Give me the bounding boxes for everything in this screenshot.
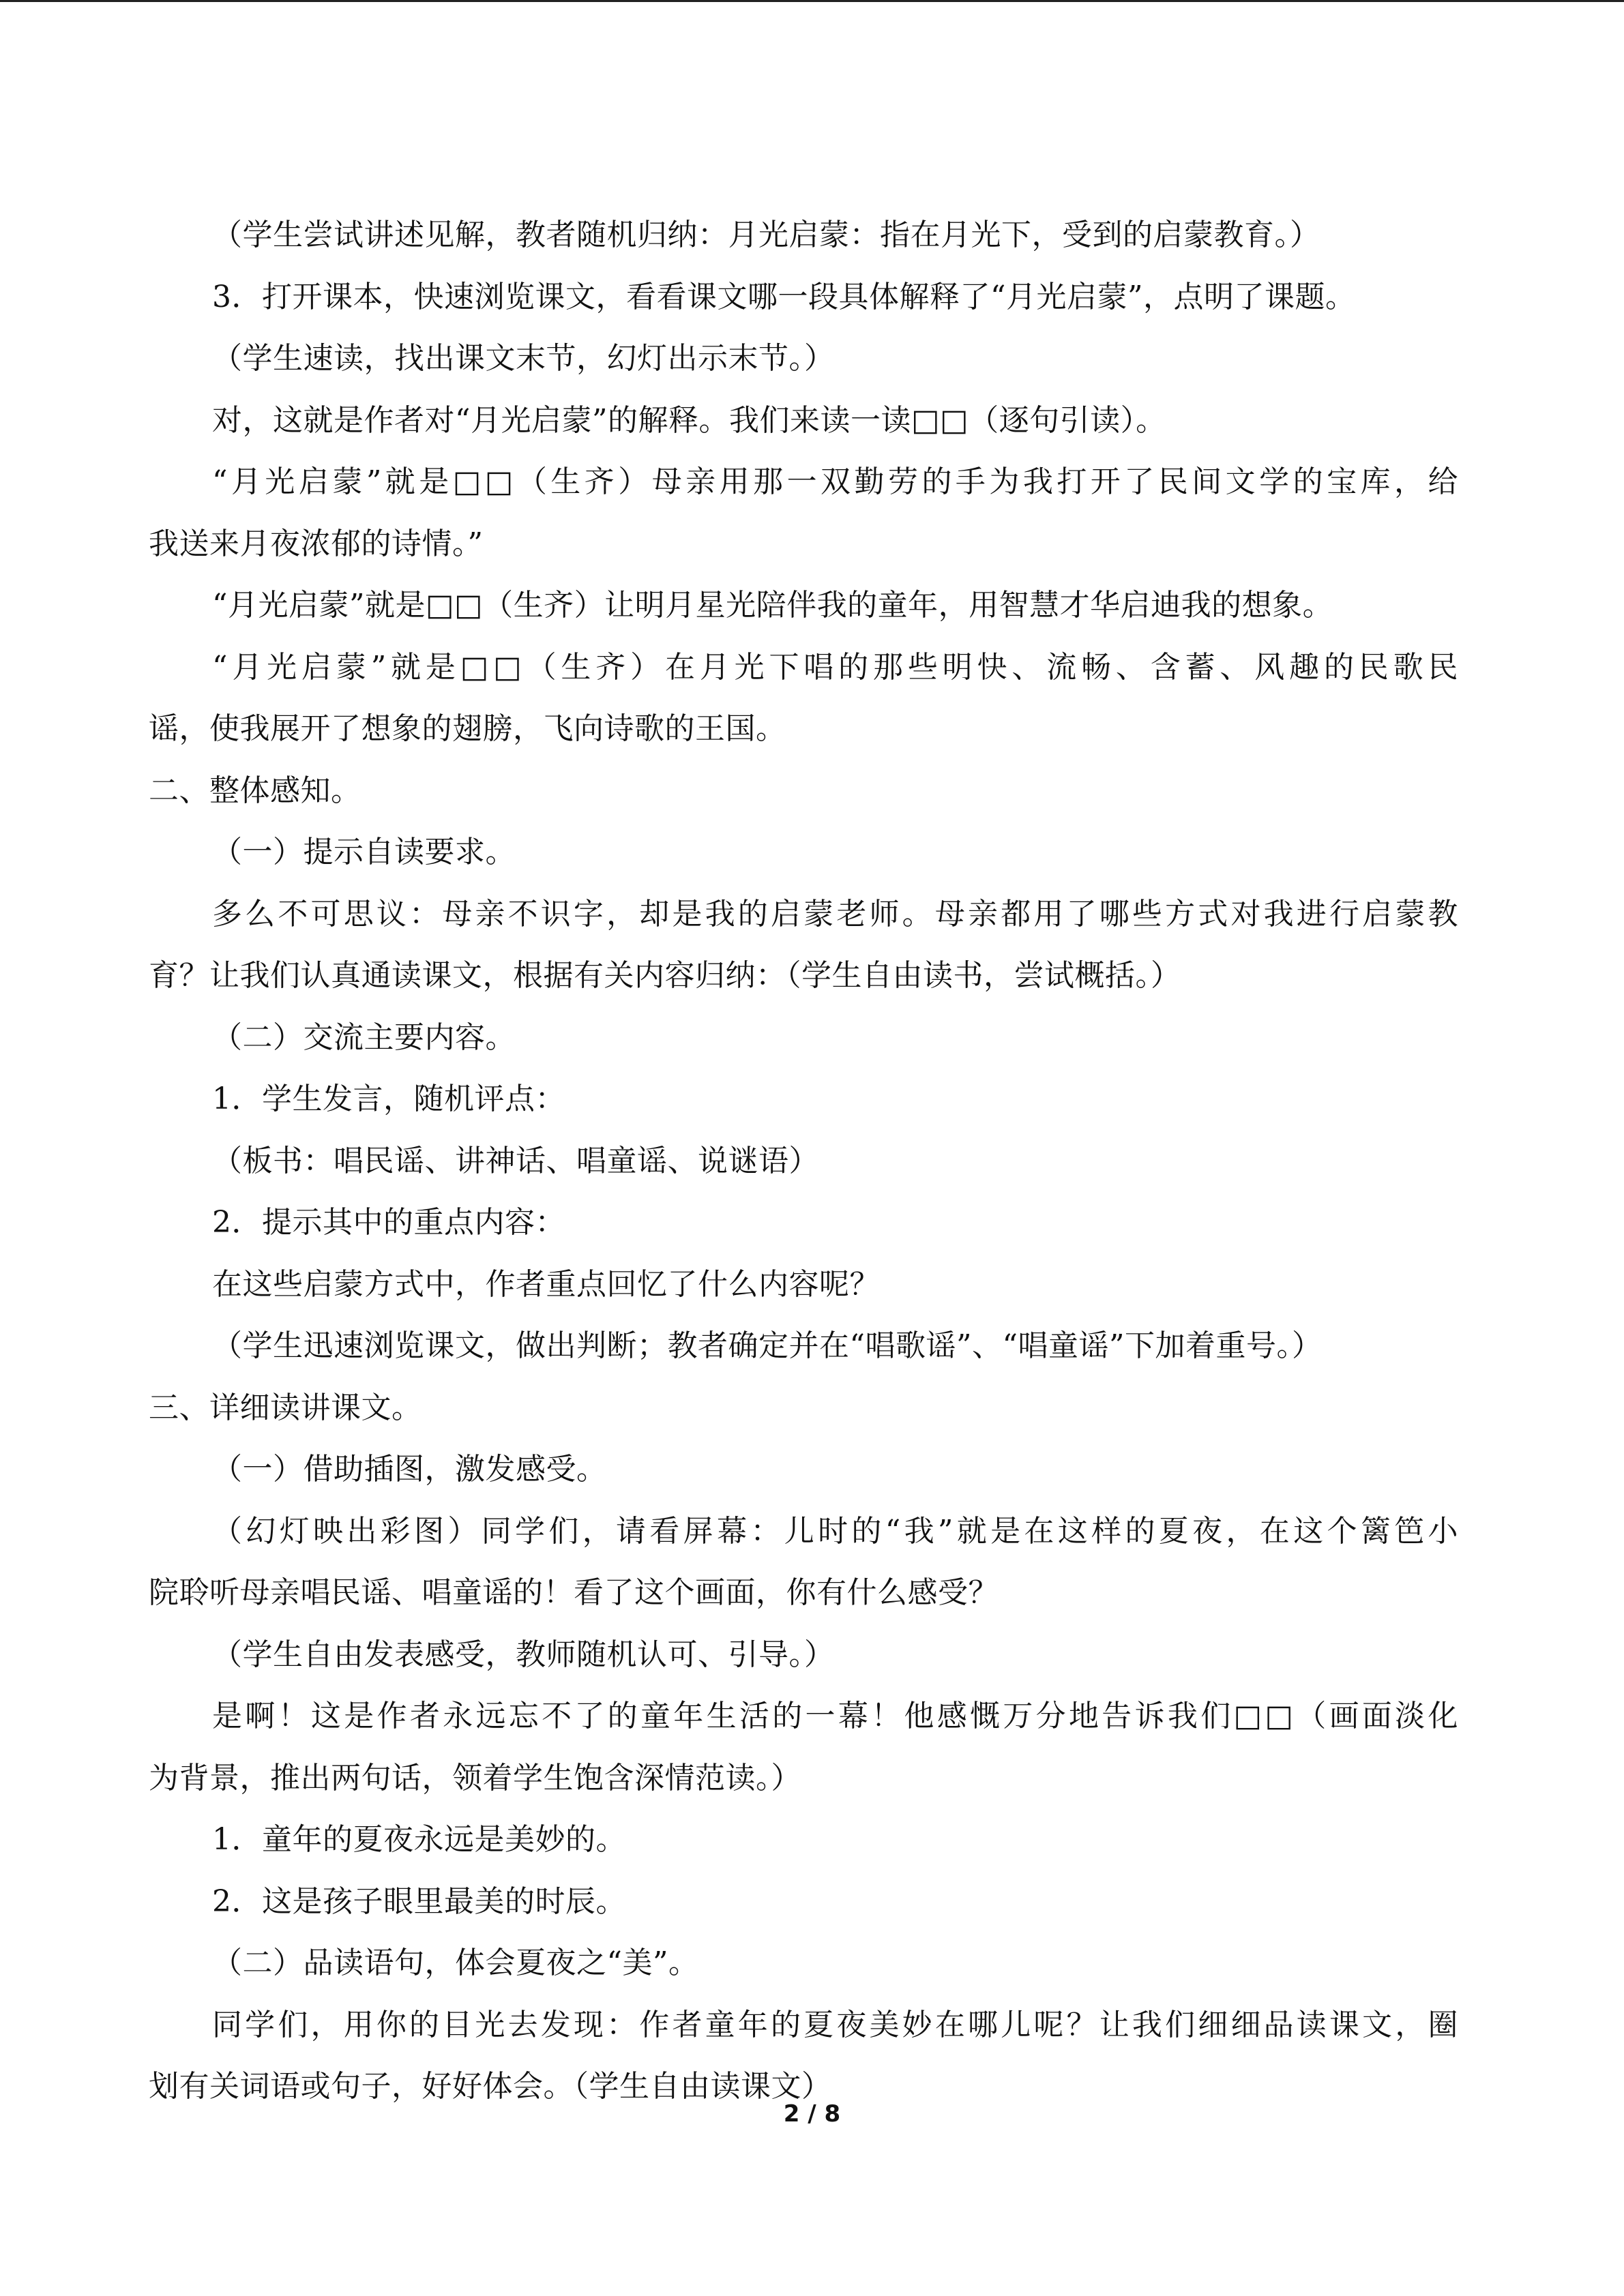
text-line: 多么不可思议：母亲不识字，却是我的启蒙老师。母亲都用了哪些方式对我进行启蒙教 <box>212 896 1458 931</box>
text-line: （一）借助插图，激发感受。 <box>212 1452 607 1487</box>
text-line: 是啊！这是作者永远忘不了的童年生活的一幕！他感慨万分地告诉我们□□（画面淡化 <box>212 1699 1458 1733</box>
text-line: 2．提示其中的重点内容： <box>212 1205 565 1240</box>
document-body <box>149 205 1458 2118</box>
page-number: 2 / 8 <box>783 2100 841 2128</box>
text-line: 育？让我们认真通读课文，根据有关内容归纳：（学生自由读书，尝试概括。） <box>149 958 1181 993</box>
text-line: （学生迅速浏览课文，做出判断；教者确定并在“唱歌谣”、“唱童谣”下加着重号。） <box>212 1328 1323 1363</box>
page-top-border <box>0 0 1624 2</box>
text-line: （幻灯映出彩图）同学们，请看屏幕：儿时的“我”就是在这样的夏夜，在这个篱笆小 <box>212 1513 1458 1549</box>
text-line: “月光启蒙”就是□□（生齐）母亲用那一双勤劳的手为我打开了民间文学的宝库，给 <box>212 464 1458 499</box>
text-line: 谣，使我展开了想象的翅膀，飞向诗歌的王国。 <box>149 711 786 746</box>
text-line: （学生自由发表感受，教师随机认可、引导。） <box>212 1637 835 1672</box>
text-line: 在这些启蒙方式中，作者重点回忆了什么内容呢？ <box>212 1266 880 1302</box>
text-line: （二）品读语句，体会夏夜之“美”。 <box>212 1945 699 1980</box>
text-line: 3．打开课本，快速浏览课文，看看课文哪一段具体解释了“月光启蒙”，点明了课题。 <box>212 279 1356 314</box>
text-line: 1．学生发言，随机评点： <box>212 1082 565 1116</box>
text-line: “月光启蒙”就是□□（生齐）在月光下唱的那些明快、流畅、含蓄、风趣的民歌民 <box>212 649 1458 685</box>
text-line: 为背景，推出两句话，领着学生饱含深情范读。） <box>149 1760 801 1795</box>
text-line: 划有关词语或句子，好好体会。（学生自由读课文） <box>149 2069 832 2104</box>
text-line: 三、详细读讲课文。 <box>149 1390 422 1425</box>
text-line: 对，这就是作者对“月光启蒙”的解释。我们来读一读□□（逐句引读）。 <box>212 402 1166 438</box>
text-line: （二）交流主要内容。 <box>212 1019 516 1055</box>
text-line: （学生速读，找出课文末节，幻灯出示末节。） <box>212 341 835 376</box>
text-line: （学生尝试讲述见解，教者随机归纳：月光启蒙：指在月光下，受到的启蒙教育。） <box>212 218 1320 252</box>
text-line: （一）提示自读要求。 <box>212 835 516 869</box>
text-line: 院聆听母亲唱民谣、唱童谣的！看了这个画面，你有什么感受？ <box>149 1575 999 1610</box>
text-line: 2．这是孩子眼里最美的时辰。 <box>212 1883 626 1919</box>
text-line: 二、整体感知。 <box>149 773 361 808</box>
text-line: 我送来月夜浓郁的诗情。” <box>149 526 484 561</box>
text-line: 1．童年的夏夜永远是美妙的。 <box>212 1822 626 1857</box>
text-line: （板书：唱民谣、讲神话、唱童谣、说谜语） <box>212 1143 819 1178</box>
text-line: “月光启蒙”就是□□（生齐）让明月星光陪伴我的童年，用智慧才华启迪我的想象。 <box>212 588 1333 623</box>
text-line: 同学们，用你的目光去发现：作者童年的夏夜美妙在哪儿呢？让我们细细品读课文，圈 <box>212 2007 1458 2042</box>
